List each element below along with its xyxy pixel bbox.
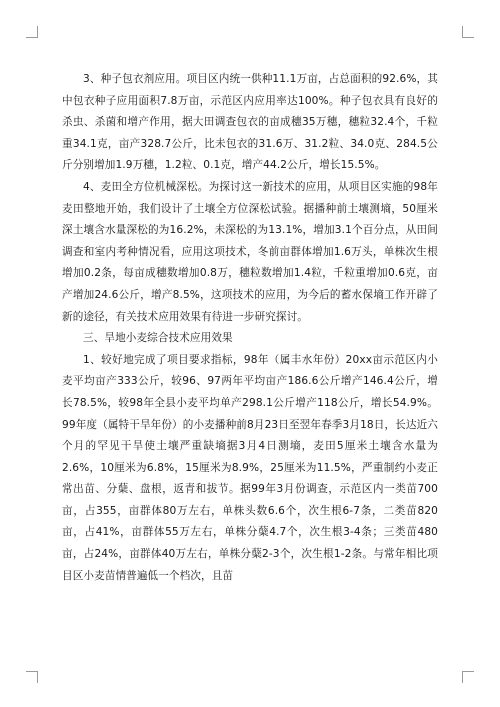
crop-mark-top-left-v [37,26,38,38]
crop-mark-top-right-v [462,26,463,38]
section-heading-dryland-wheat: 三、旱地小麦综合技术应用效果 [83,332,233,345]
crop-mark-bottom-left-v [37,671,38,683]
crop-mark-top-right-h [462,37,474,38]
paragraph-project-results: 1、较好地完成了项目要求指标，98年（属丰水年份）20xx亩示范区内小麦平均亩产333公斤，较96、97两年平均亩产186.6公斤增产146.4公斤，增长78.5%，较98年全县小麦平均单产298.1公斤增产118公斤，增长54.9%。99年度（属特干旱年份）的小麦播种前8月23日至翌年春季3月18日，长达近六个月的罕见干旱使土壤严重缺墒据3月4日测墒，麦田5厘米土壤含水量为2.6%，10厘米为6.8%，15厘米为8.9%，25厘米为11.5%，严重制约小麦正常出苗、分蘖、盘根，返青和拔节。据99年3月份调查，示范区内一类苗700亩，占355，亩群体80万左右，单株头数6.6个，次生根6-7条，二类苗820亩，占41%，亩群体55万左右，单株分蘖4.7个，次生根3-4条；三类苗480亩，占24%，亩群体40万左右，单株分蘖2-3个，次生根1-2条。与常年相比项目区小麦苗情普遍低一个档次，且苗 [62,353,438,582]
paragraph-seed-coating: 3、种子包衣剂应用。项目区内统一供种11.1万亩，占总面积的92.6%，其中包衣种子应用面积7.8万亩，示范区内应用率达100%。种子包衣具有良好的杀虫、杀菌和增产作用，据大田调查包衣的亩成穗35万穗，穗粒32.4个，千粒重34.1克，亩产328.7公斤，比未包衣的31.6万、31.2粒、34.0克、284.5公斤分别增加1.9万穗，1.2粒、0.1克，增产44.2公斤，增长15.5%。 [62,73,438,172]
document-body [62,69,438,587]
paragraph-deep-loosening: 4、麦田全方位机械深松。为探讨这一新技术的应用，从项目区实施的98年麦田整地开始，我们设计了土壤全方位深松试验。据播种前土壤测墒，50厘米深土壤含水量深松的为16.2%，未深松的为13.1%，增加3.1个百分点，从田间调查和室内考种情况看，应用这项技术，冬前亩群体增加1.6万头，单株次生根增加0.2条，每亩成穗数增加0.8万，穗粒数增加1.4粒，千粒重增加0.6克，亩产增加24.6公斤，增产8.5%，这项技术的应用，为今后的蓄水保墒工作开辟了新的途径，有关技术应用效果有待进一步研究探讨。 [62,180,438,323]
crop-mark-bottom-right-h [462,671,474,672]
crop-mark-bottom-right-v [462,671,463,683]
